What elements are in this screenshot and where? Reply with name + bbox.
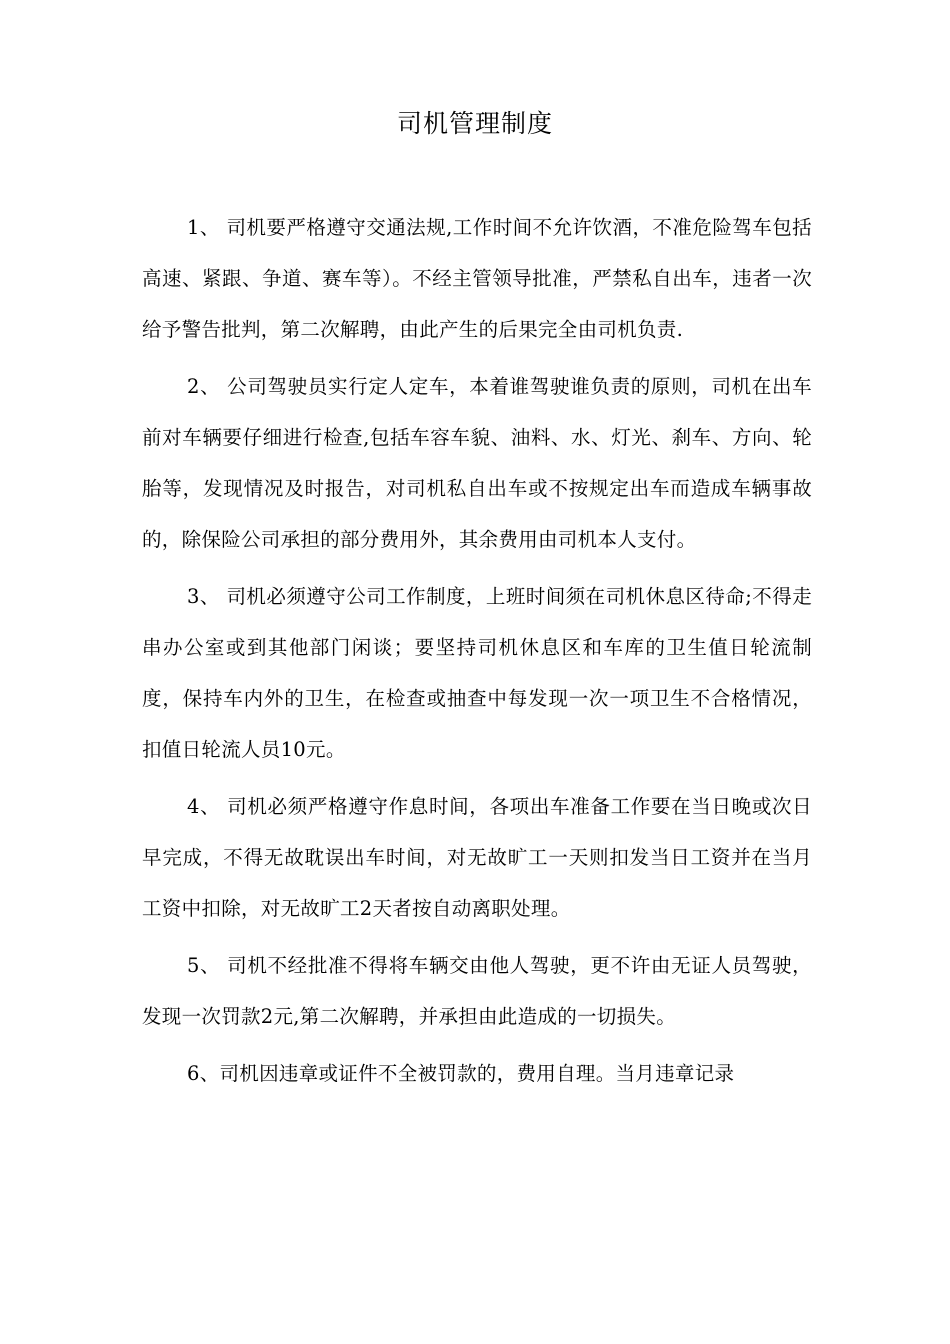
document-body: [142, 202, 812, 1105]
paragraph-2: 2、 公司驾驶员实行定人定车，本着谁驾驶谁负责的原则，司机在出车前对车辆要仔细进行检查,包括车容车貌、油料、水、灯光、刹车、方向、轮胎等，发现情况及时报告，对司机私自出车或不按规定出车而造成车辆事故的，除保险公司承担的部分费用外，其余费用由司机本人支付。: [142, 375, 812, 551]
page-title: 司机管理制度: [396, 109, 553, 138]
paragraph-6: 6、司机因违章或证件不全被罚款的，费用自理。当月违章记录: [187, 1062, 735, 1085]
paragraph-4: 4、 司机必须严格遵守作息时间，各项出车准备工作要在当日晚或次日早完成，不得无故耽误出车时间，对无故旷工一天则扣发当日工资并在当月工资中扣除，对无故旷工2天者按自动离职处理。: [142, 795, 812, 920]
paragraph-5: 5、 司机不经批准不得将车辆交由他人驾驶，更不许由无证人员驾驶，发现一次罚款2元,第二次解聘，并承担由此造成的一切损失。: [142, 954, 812, 1028]
paragraph-1: 1、 司机要严格遵守交通法规,工作时间不允许饮酒，不准危险驾车包括高速、紧跟、争道、赛车等）。不经主管领导批准，严禁私自出车，违者一次给予警告批判，第二次解聘，由此产生的后果完全由司机负责.: [142, 216, 812, 341]
paragraph-3: 3、 司机必须遵守公司工作制度，上班时间须在司机休息区待命;不得走串办公室或到其他部门闲谈；要坚持司机休息区和车库的卫生值日轮流制度，保持车内外的卫生，在检查或抽查中每发现一次一项卫生不合格情况，扣值日轮流人员10元。: [142, 585, 812, 761]
